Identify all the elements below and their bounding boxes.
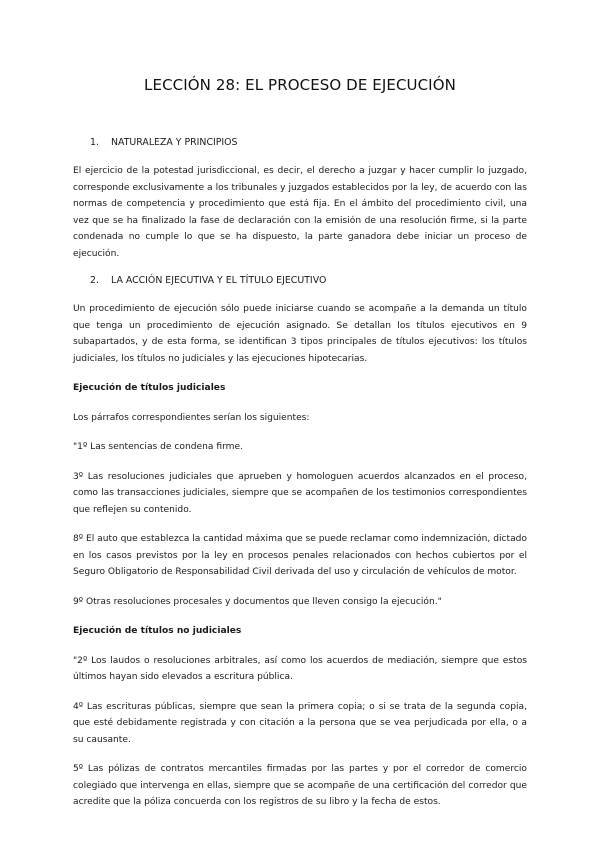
section-title: LA ACCIÓN EJECUTIVA Y EL TÍTULO EJECUTIVO bbox=[111, 275, 327, 286]
section-number: 2. bbox=[90, 275, 99, 286]
section-heading-1 bbox=[73, 137, 527, 148]
paragraph: El ejercicio de la potestad jurisdiccional, es decir, el derecho a juzgar y hacer cumplir lo juzgado, corresponde exclusivamente a los tribunales y juzgados establecidos por la ley, de acuerdo con las normas de competencia y procedimiento que está fija. En el ámbito del procedimiento civil, una vez que se ha finalizado la fase de declaración con la emisión de una resolución firme, si la parte condenada no cumple lo que se ha dispuesto, la parte ganadora debe iniciar un proceso de ejecución. bbox=[73, 166, 527, 259]
list-item: 9º Otras resoluciones procesales y documentos que lleven consigo la ejecución." bbox=[73, 596, 442, 607]
paragraph: Un procedimiento de ejecución sólo puede iniciarse cuando se acompañe a la demanda un título que tenga un procedimiento de ejecución asignado. Se detallan los títulos ejecutivos en 9 subapartados, y de esta forma, se identifican 3 tipos principales de títulos ejecutivos: los títulos judiciales, los títulos no judiciales y las ejecuciones hipotecarias. bbox=[73, 304, 527, 364]
paragraph: Los párrafos correspondientes serían los siguientes: bbox=[73, 412, 310, 423]
list-item: 8º El auto que establezca la cantidad máxima que se puede reclamar como indemnización, dictado en los casos previstos por la ley en procesos penales relacionados con hechos cubiertos por el Seguro Obligatorio de Responsabilidad Civil derivada del uso y circulación de vehículos de motor. bbox=[73, 534, 527, 577]
list-item: 5º Las pólizas de contratos mercantiles firmadas por las partes y por el corredor de comercio colegiado que intervenga en ellas, siempre que se acompañe de una certificación del corredor que acredite que la póliza concuerda con los registros de su libro y la fecha de estos. bbox=[73, 764, 527, 807]
section-number: 1. bbox=[90, 137, 99, 148]
section-title: NATURALEZA Y PRINCIPIOS bbox=[111, 137, 238, 148]
subheading-no-judiciales: Ejecución de títulos no judiciales bbox=[73, 626, 242, 636]
section-heading-2 bbox=[73, 275, 527, 286]
list-item: "2º Los laudos o resoluciones arbitrales, así como los acuerdos de mediación, siempre que estos últimos hayan sido elevados a escritura pública. bbox=[73, 655, 527, 682]
list-item: 4º Las escrituras públicas, siempre que sean la primera copia; o si se trata de la segunda copia, que esté debidamente registrada y con citación a la persona que se vea perjudicada por ella, o a su causante. bbox=[73, 701, 527, 745]
list-item: 3º Las resoluciones judiciales que aprueben y homologuen acuerdos alcanzados en el proceso, como las transacciones judiciales, siempre que se acompañen de los testimonios correspondientes que reflejen su contenido. bbox=[73, 471, 527, 515]
subheading-judiciales: Ejecución de títulos judiciales bbox=[73, 383, 226, 393]
page-title: LECCIÓN 28: EL PROCESO DE EJECUCIÓN bbox=[144, 76, 456, 94]
list-item: "1º Las sentencias de condena firme. bbox=[73, 442, 243, 452]
